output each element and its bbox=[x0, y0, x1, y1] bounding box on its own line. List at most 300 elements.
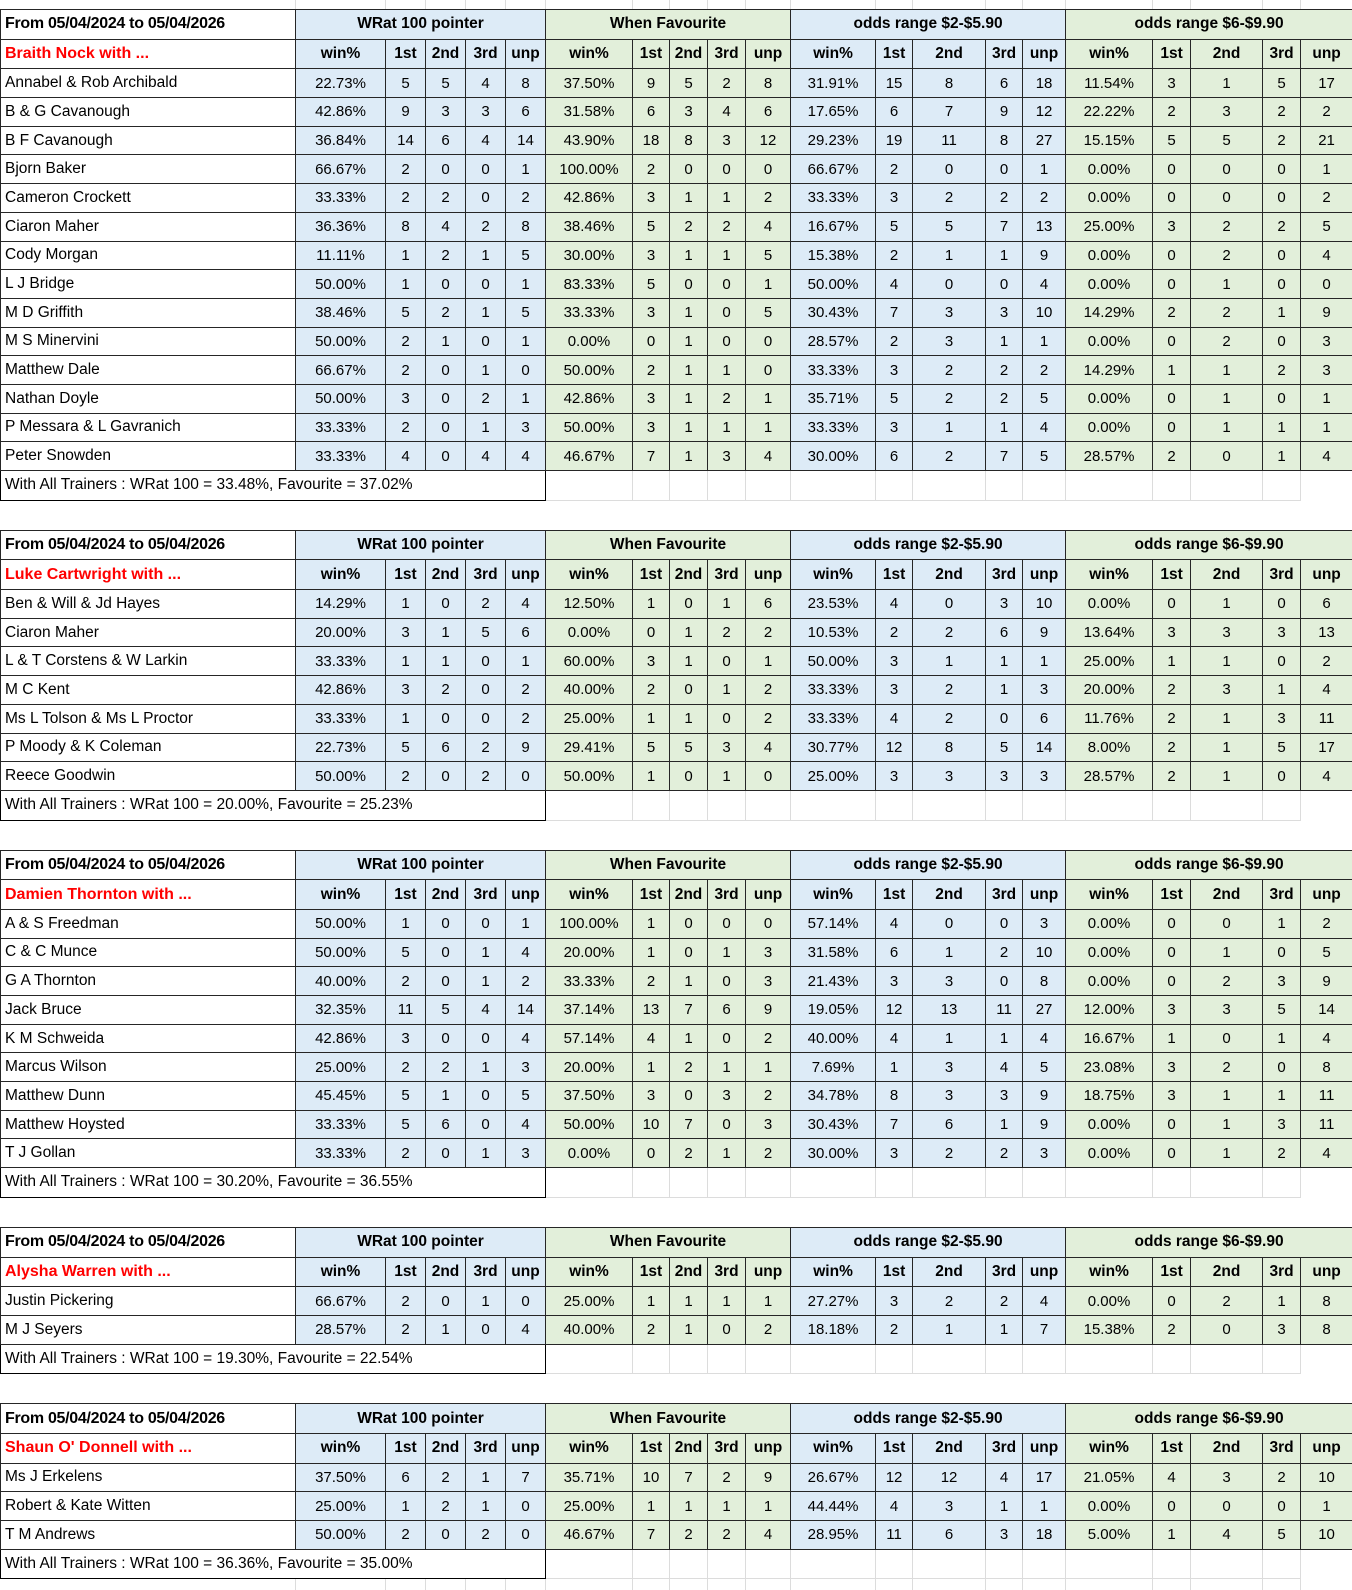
stat-header-cell[interactable]: 1st bbox=[633, 1433, 670, 1463]
stat-cell[interactable]: 0 bbox=[1263, 327, 1301, 356]
empty-grid-cell[interactable] bbox=[633, 1168, 670, 1198]
stat-cell[interactable]: 5 bbox=[633, 270, 670, 299]
stat-header-cell[interactable]: 3rd bbox=[466, 560, 506, 590]
stat-cell[interactable]: 11 bbox=[986, 996, 1023, 1025]
stat-header-cell[interactable]: 2nd bbox=[670, 560, 708, 590]
empty-grid-cell[interactable] bbox=[985, 0, 1022, 9]
win-pct-cell[interactable]: 18.18% bbox=[791, 1315, 876, 1344]
stat-cell[interactable]: 5 bbox=[426, 996, 466, 1025]
stat-cell[interactable]: 0 bbox=[466, 909, 506, 938]
stat-cell[interactable]: 3 bbox=[876, 1139, 913, 1168]
stat-cell[interactable]: 5 bbox=[386, 1082, 426, 1111]
stat-cell[interactable]: 2 bbox=[466, 212, 506, 241]
stat-cell[interactable]: 2 bbox=[913, 356, 986, 385]
stat-cell[interactable]: 2 bbox=[913, 442, 986, 471]
jockey-label-cell[interactable]: Luke Cartwright with ... bbox=[1, 560, 296, 590]
stat-cell[interactable]: 0 bbox=[426, 270, 466, 299]
stat-cell[interactable]: 2 bbox=[633, 356, 670, 385]
stat-cell[interactable]: 0 bbox=[426, 1521, 466, 1550]
stat-cell[interactable]: 1 bbox=[1191, 69, 1263, 98]
stat-cell[interactable]: 1 bbox=[466, 1139, 506, 1168]
stat-cell[interactable]: 0 bbox=[708, 155, 746, 184]
stat-cell[interactable]: 4 bbox=[1301, 676, 1352, 705]
stat-header-cell[interactable]: win% bbox=[546, 1433, 633, 1463]
empty-grid-cell[interactable] bbox=[633, 790, 670, 820]
stat-cell[interactable]: 1 bbox=[746, 413, 791, 442]
stat-header-cell[interactable]: 1st bbox=[386, 880, 426, 910]
stat-header-cell[interactable]: 2nd bbox=[426, 39, 466, 69]
stat-cell[interactable]: 6 bbox=[986, 618, 1023, 647]
win-pct-cell[interactable]: 20.00% bbox=[546, 1053, 633, 1082]
group-header-cell[interactable]: odds range $6-$9.90 bbox=[1066, 10, 1352, 40]
win-pct-cell[interactable]: 66.67% bbox=[296, 1287, 386, 1316]
stat-cell[interactable]: 1 bbox=[633, 909, 670, 938]
empty-grid-cell[interactable] bbox=[790, 0, 875, 9]
win-pct-cell[interactable]: 0.00% bbox=[1066, 155, 1153, 184]
win-pct-cell[interactable]: 42.86% bbox=[296, 98, 386, 127]
stat-cell[interactable]: 2 bbox=[913, 1287, 986, 1316]
group-header-cell[interactable]: WRat 100 pointer bbox=[296, 10, 546, 40]
stat-cell[interactable]: 2 bbox=[986, 184, 1023, 213]
trainer-cell[interactable]: M C Kent bbox=[1, 676, 296, 705]
stat-cell[interactable]: 19 bbox=[876, 126, 913, 155]
stat-cell[interactable]: 5 bbox=[1301, 212, 1352, 241]
stat-cell[interactable]: 0 bbox=[1191, 184, 1263, 213]
stat-cell[interactable]: 2 bbox=[913, 384, 986, 413]
stat-cell[interactable]: 2 bbox=[633, 967, 670, 996]
stat-cell[interactable]: 3 bbox=[1191, 996, 1263, 1025]
win-pct-cell[interactable]: 12.00% bbox=[1066, 996, 1153, 1025]
win-pct-cell[interactable]: 37.50% bbox=[296, 1463, 386, 1492]
stat-cell[interactable]: 0 bbox=[1191, 155, 1263, 184]
stat-cell[interactable]: 4 bbox=[426, 212, 466, 241]
stat-cell[interactable]: 0 bbox=[986, 155, 1023, 184]
stat-cell[interactable]: 5 bbox=[386, 1110, 426, 1139]
stat-cell[interactable]: 1 bbox=[746, 270, 791, 299]
stat-cell[interactable]: 6 bbox=[746, 590, 791, 619]
empty-grid-cell[interactable] bbox=[1263, 790, 1301, 820]
win-pct-cell[interactable]: 33.33% bbox=[791, 704, 876, 733]
stat-cell[interactable]: 13 bbox=[1301, 618, 1352, 647]
stat-cell[interactable]: 0 bbox=[913, 909, 986, 938]
stat-cell[interactable]: 2 bbox=[506, 967, 546, 996]
stat-cell[interactable]: 2 bbox=[670, 212, 708, 241]
empty-grid-cell[interactable] bbox=[670, 1549, 708, 1579]
empty-grid-cell[interactable] bbox=[632, 0, 669, 9]
stat-cell[interactable]: 2 bbox=[913, 1139, 986, 1168]
win-pct-cell[interactable]: 66.67% bbox=[296, 155, 386, 184]
stat-cell[interactable]: 1 bbox=[1263, 413, 1301, 442]
date-range-cell[interactable]: From 05/04/2024 to 05/04/2026 bbox=[1, 10, 296, 40]
stat-cell[interactable]: 3 bbox=[986, 298, 1023, 327]
stat-cell[interactable]: 13 bbox=[633, 996, 670, 1025]
stat-cell[interactable]: 5 bbox=[633, 212, 670, 241]
stat-header-cell[interactable]: 3rd bbox=[466, 1433, 506, 1463]
stat-cell[interactable]: 2 bbox=[633, 155, 670, 184]
win-pct-cell[interactable]: 23.08% bbox=[1066, 1053, 1153, 1082]
stat-cell[interactable]: 2 bbox=[386, 1287, 426, 1316]
stat-cell[interactable]: 2 bbox=[746, 1082, 791, 1111]
stat-cell[interactable]: 0 bbox=[466, 155, 506, 184]
stat-cell[interactable]: 2 bbox=[386, 1139, 426, 1168]
stat-cell[interactable]: 14 bbox=[506, 996, 546, 1025]
win-pct-cell[interactable]: 43.90% bbox=[546, 126, 633, 155]
stat-header-cell[interactable]: 2nd bbox=[913, 39, 986, 69]
stat-cell[interactable]: 2 bbox=[466, 762, 506, 791]
empty-grid-cell[interactable] bbox=[1023, 790, 1066, 820]
empty-grid-cell[interactable] bbox=[746, 1344, 791, 1374]
stat-cell[interactable]: 1 bbox=[1263, 1287, 1301, 1316]
stat-cell[interactable]: 1 bbox=[426, 327, 466, 356]
stat-cell[interactable]: 0 bbox=[1153, 1139, 1191, 1168]
stat-cell[interactable]: 5 bbox=[386, 733, 426, 762]
stat-cell[interactable]: 0 bbox=[506, 356, 546, 385]
stat-cell[interactable]: 5 bbox=[633, 733, 670, 762]
stat-cell[interactable]: 3 bbox=[1023, 676, 1066, 705]
stat-cell[interactable]: 3 bbox=[633, 413, 670, 442]
stat-cell[interactable]: 0 bbox=[633, 1139, 670, 1168]
stat-header-cell[interactable]: 2nd bbox=[1191, 1257, 1263, 1287]
stat-cell[interactable]: 4 bbox=[876, 704, 913, 733]
stat-cell[interactable]: 0 bbox=[1153, 270, 1191, 299]
stat-cell[interactable]: 2 bbox=[1263, 98, 1301, 127]
stat-cell[interactable]: 1 bbox=[708, 676, 746, 705]
win-pct-cell[interactable]: 0.00% bbox=[1066, 413, 1153, 442]
stat-cell[interactable]: 2 bbox=[1263, 356, 1301, 385]
win-pct-cell[interactable]: 14.29% bbox=[1066, 298, 1153, 327]
empty-grid-cell[interactable] bbox=[746, 471, 791, 501]
stat-cell[interactable]: 1 bbox=[1191, 647, 1263, 676]
stat-cell[interactable]: 1 bbox=[708, 356, 746, 385]
stat-header-cell[interactable]: 2nd bbox=[426, 880, 466, 910]
win-pct-cell[interactable]: 28.57% bbox=[296, 1315, 386, 1344]
stat-cell[interactable]: 2 bbox=[426, 1463, 466, 1492]
stat-cell[interactable]: 0 bbox=[426, 967, 466, 996]
stat-cell[interactable]: 0 bbox=[708, 327, 746, 356]
stat-cell[interactable]: 0 bbox=[670, 938, 708, 967]
stat-cell[interactable]: 1 bbox=[913, 413, 986, 442]
stat-cell[interactable]: 3 bbox=[1191, 618, 1263, 647]
stat-cell[interactable]: 5 bbox=[466, 618, 506, 647]
empty-grid-cell[interactable] bbox=[505, 0, 545, 9]
stat-cell[interactable]: 18 bbox=[1023, 69, 1066, 98]
group-header-cell[interactable]: When Favourite bbox=[546, 850, 791, 880]
stat-cell[interactable]: 3 bbox=[386, 618, 426, 647]
stat-header-cell[interactable]: win% bbox=[1066, 560, 1153, 590]
stat-cell[interactable]: 17 bbox=[1301, 733, 1352, 762]
stat-cell[interactable]: 0 bbox=[466, 1315, 506, 1344]
stat-cell[interactable]: 3 bbox=[1263, 1315, 1301, 1344]
stat-cell[interactable]: 8 bbox=[1301, 1287, 1352, 1316]
stat-cell[interactable]: 1 bbox=[466, 413, 506, 442]
stat-cell[interactable]: 3 bbox=[708, 126, 746, 155]
trainer-cell[interactable]: Matthew Dale bbox=[1, 356, 296, 385]
trainer-cell[interactable]: Cody Morgan bbox=[1, 241, 296, 270]
stat-cell[interactable]: 1 bbox=[1263, 298, 1301, 327]
win-pct-cell[interactable]: 20.00% bbox=[296, 618, 386, 647]
stat-cell[interactable]: 9 bbox=[986, 98, 1023, 127]
empty-grid-cell[interactable] bbox=[746, 1168, 791, 1198]
empty-grid-cell[interactable] bbox=[1023, 1344, 1066, 1374]
stat-header-cell[interactable]: unp bbox=[1023, 560, 1066, 590]
stat-cell[interactable]: 5 bbox=[506, 241, 546, 270]
win-pct-cell[interactable]: 33.33% bbox=[791, 184, 876, 213]
empty-grid-cell[interactable] bbox=[669, 0, 707, 9]
stat-cell[interactable]: 1 bbox=[708, 1139, 746, 1168]
stat-cell[interactable]: 5 bbox=[1263, 1521, 1301, 1550]
stat-header-cell[interactable]: unp bbox=[506, 880, 546, 910]
stat-cell[interactable]: 1 bbox=[1023, 155, 1066, 184]
stat-cell[interactable]: 3 bbox=[1023, 909, 1066, 938]
trainer-cell[interactable]: Bjorn Baker bbox=[1, 155, 296, 184]
win-pct-cell[interactable]: 27.27% bbox=[791, 1287, 876, 1316]
stat-cell[interactable]: 2 bbox=[633, 1315, 670, 1344]
stat-cell[interactable]: 7 bbox=[670, 1463, 708, 1492]
stat-cell[interactable]: 1 bbox=[1191, 413, 1263, 442]
stat-cell[interactable]: 6 bbox=[426, 1110, 466, 1139]
win-pct-cell[interactable]: 50.00% bbox=[546, 1110, 633, 1139]
stat-cell[interactable]: 1 bbox=[466, 938, 506, 967]
win-pct-cell[interactable]: 50.00% bbox=[296, 270, 386, 299]
stat-header-cell[interactable]: 2nd bbox=[670, 880, 708, 910]
jockey-label-cell[interactable]: Braith Nock with ... bbox=[1, 39, 296, 69]
stat-cell[interactable]: 0 bbox=[670, 1082, 708, 1111]
stat-header-cell[interactable]: unp bbox=[746, 1433, 791, 1463]
win-pct-cell[interactable]: 40.00% bbox=[546, 1315, 633, 1344]
win-pct-cell[interactable]: 36.84% bbox=[296, 126, 386, 155]
stat-header-cell[interactable]: 3rd bbox=[466, 1257, 506, 1287]
stat-cell[interactable]: 2 bbox=[386, 413, 426, 442]
stat-cell[interactable]: 0 bbox=[746, 155, 791, 184]
win-pct-cell[interactable]: 33.33% bbox=[296, 1139, 386, 1168]
stat-cell[interactable]: 2 bbox=[876, 327, 913, 356]
stat-cell[interactable]: 3 bbox=[746, 967, 791, 996]
stat-header-cell[interactable]: 3rd bbox=[708, 1433, 746, 1463]
footer-summary-cell[interactable]: With All Trainers : WRat 100 = 33.48%, Favourite = 37.02% bbox=[1, 471, 546, 501]
stat-cell[interactable]: 3 bbox=[633, 1082, 670, 1111]
stat-cell[interactable]: 10 bbox=[1301, 1463, 1352, 1492]
stat-cell[interactable]: 1 bbox=[386, 241, 426, 270]
stat-cell[interactable]: 2 bbox=[1301, 98, 1352, 127]
stat-cell[interactable]: 2 bbox=[708, 1521, 746, 1550]
stat-cell[interactable]: 1 bbox=[986, 1492, 1023, 1521]
win-pct-cell[interactable]: 44.44% bbox=[791, 1492, 876, 1521]
win-pct-cell[interactable]: 33.33% bbox=[296, 413, 386, 442]
stat-cell[interactable]: 0 bbox=[506, 1287, 546, 1316]
stat-header-cell[interactable]: 1st bbox=[876, 1433, 913, 1463]
stat-header-cell[interactable]: win% bbox=[1066, 1433, 1153, 1463]
stat-cell[interactable]: 2 bbox=[466, 590, 506, 619]
stat-cell[interactable]: 1 bbox=[1301, 413, 1352, 442]
win-pct-cell[interactable]: 32.35% bbox=[296, 996, 386, 1025]
stat-cell[interactable]: 1 bbox=[1153, 356, 1191, 385]
stat-cell[interactable]: 1 bbox=[466, 967, 506, 996]
empty-grid-cell[interactable] bbox=[295, 0, 385, 9]
empty-grid-cell[interactable] bbox=[1190, 1579, 1262, 1590]
trainer-cell[interactable]: Jack Bruce bbox=[1, 996, 296, 1025]
group-header-cell[interactable]: WRat 100 pointer bbox=[296, 850, 546, 880]
stat-cell[interactable]: 0 bbox=[633, 618, 670, 647]
empty-grid-cell[interactable] bbox=[1023, 1549, 1066, 1579]
stat-cell[interactable]: 3 bbox=[1263, 1110, 1301, 1139]
empty-grid-cell[interactable] bbox=[985, 1579, 1022, 1590]
stat-cell[interactable]: 8 bbox=[876, 1082, 913, 1111]
empty-grid-cell[interactable] bbox=[1262, 1579, 1300, 1590]
stat-cell[interactable]: 2 bbox=[426, 1053, 466, 1082]
win-pct-cell[interactable]: 16.67% bbox=[791, 212, 876, 241]
trainer-cell[interactable]: B & G Cavanough bbox=[1, 98, 296, 127]
stat-header-cell[interactable]: 2nd bbox=[670, 1433, 708, 1463]
win-pct-cell[interactable]: 40.00% bbox=[546, 676, 633, 705]
stat-header-cell[interactable]: win% bbox=[1066, 39, 1153, 69]
stat-cell[interactable]: 4 bbox=[386, 442, 426, 471]
win-pct-cell[interactable]: 57.14% bbox=[791, 909, 876, 938]
win-pct-cell[interactable]: 0.00% bbox=[546, 1139, 633, 1168]
stat-cell[interactable]: 0 bbox=[1153, 241, 1191, 270]
stat-cell[interactable]: 3 bbox=[1263, 967, 1301, 996]
stat-cell[interactable]: 8 bbox=[1023, 967, 1066, 996]
stat-cell[interactable]: 4 bbox=[1301, 241, 1352, 270]
stat-cell[interactable]: 27 bbox=[1023, 126, 1066, 155]
empty-grid-cell[interactable] bbox=[1022, 0, 1065, 9]
win-pct-cell[interactable]: 50.00% bbox=[296, 909, 386, 938]
win-pct-cell[interactable]: 10.53% bbox=[791, 618, 876, 647]
stat-cell[interactable]: 7 bbox=[670, 1110, 708, 1139]
stat-cell[interactable]: 2 bbox=[708, 1463, 746, 1492]
stat-cell[interactable]: 2 bbox=[1191, 967, 1263, 996]
stat-header-cell[interactable]: 3rd bbox=[1263, 39, 1301, 69]
win-pct-cell[interactable]: 15.38% bbox=[791, 241, 876, 270]
empty-grid-cell[interactable] bbox=[465, 1579, 505, 1590]
stat-cell[interactable]: 3 bbox=[1023, 1139, 1066, 1168]
stat-cell[interactable]: 0 bbox=[1191, 1024, 1263, 1053]
stat-header-cell[interactable]: unp bbox=[1301, 1433, 1352, 1463]
group-header-cell[interactable]: odds range $6-$9.90 bbox=[1066, 1404, 1352, 1434]
empty-grid-cell[interactable] bbox=[1300, 1579, 1352, 1590]
footer-summary-cell[interactable]: With All Trainers : WRat 100 = 20.00%, Favourite = 25.23% bbox=[1, 790, 546, 820]
stat-cell[interactable]: 4 bbox=[1301, 762, 1352, 791]
stat-cell[interactable]: 0 bbox=[670, 155, 708, 184]
trainer-cell[interactable]: L J Bridge bbox=[1, 270, 296, 299]
stat-cell[interactable]: 27 bbox=[1023, 996, 1066, 1025]
stat-cell[interactable]: 1 bbox=[746, 384, 791, 413]
trainer-cell[interactable]: Justin Pickering bbox=[1, 1287, 296, 1316]
stat-cell[interactable]: 5 bbox=[746, 241, 791, 270]
win-pct-cell[interactable]: 12.50% bbox=[546, 590, 633, 619]
win-pct-cell[interactable]: 38.46% bbox=[296, 298, 386, 327]
trainer-cell[interactable]: Ben & Will & Jd Hayes bbox=[1, 590, 296, 619]
stat-cell[interactable]: 0 bbox=[986, 704, 1023, 733]
stat-cell[interactable]: 2 bbox=[670, 1139, 708, 1168]
stat-cell[interactable]: 0 bbox=[1263, 384, 1301, 413]
empty-grid-cell[interactable] bbox=[913, 471, 986, 501]
stat-header-cell[interactable]: win% bbox=[296, 560, 386, 590]
win-pct-cell[interactable]: 50.00% bbox=[296, 327, 386, 356]
empty-grid-cell[interactable] bbox=[986, 1549, 1023, 1579]
stat-cell[interactable]: 6 bbox=[986, 69, 1023, 98]
stat-cell[interactable]: 1 bbox=[670, 413, 708, 442]
stat-header-cell[interactable]: 3rd bbox=[986, 1433, 1023, 1463]
stat-cell[interactable]: 4 bbox=[876, 909, 913, 938]
empty-grid-cell[interactable] bbox=[1191, 1344, 1263, 1374]
empty-grid-cell[interactable] bbox=[670, 790, 708, 820]
stat-cell[interactable]: 1 bbox=[913, 241, 986, 270]
empty-grid-cell[interactable] bbox=[791, 1549, 876, 1579]
stat-cell[interactable]: 3 bbox=[876, 413, 913, 442]
stat-cell[interactable]: 2 bbox=[746, 1024, 791, 1053]
stat-cell[interactable]: 3 bbox=[876, 1287, 913, 1316]
empty-grid-cell[interactable] bbox=[791, 1168, 876, 1198]
stat-cell[interactable]: 3 bbox=[1023, 762, 1066, 791]
stat-cell[interactable]: 0 bbox=[1153, 184, 1191, 213]
stat-cell[interactable]: 4 bbox=[1153, 1463, 1191, 1492]
group-header-cell[interactable]: WRat 100 pointer bbox=[296, 1404, 546, 1434]
empty-grid-cell[interactable] bbox=[545, 0, 632, 9]
stat-cell[interactable]: 1 bbox=[708, 762, 746, 791]
stat-cell[interactable]: 6 bbox=[506, 98, 546, 127]
stat-cell[interactable]: 3 bbox=[746, 1110, 791, 1139]
win-pct-cell[interactable]: 30.00% bbox=[546, 241, 633, 270]
empty-grid-cell[interactable] bbox=[1066, 1549, 1153, 1579]
stat-cell[interactable]: 0 bbox=[746, 356, 791, 385]
stat-cell[interactable]: 0 bbox=[1191, 1492, 1263, 1521]
win-pct-cell[interactable]: 33.33% bbox=[296, 647, 386, 676]
stat-header-cell[interactable]: 2nd bbox=[1191, 880, 1263, 910]
empty-grid-cell[interactable] bbox=[986, 1168, 1023, 1198]
stat-cell[interactable]: 1 bbox=[1153, 647, 1191, 676]
stat-cell[interactable]: 10 bbox=[1023, 590, 1066, 619]
stat-header-cell[interactable]: 2nd bbox=[913, 560, 986, 590]
stat-cell[interactable]: 17 bbox=[1023, 1463, 1066, 1492]
stat-cell[interactable]: 1 bbox=[426, 618, 466, 647]
stat-cell[interactable]: 1 bbox=[1191, 270, 1263, 299]
empty-grid-cell[interactable] bbox=[1022, 1579, 1065, 1590]
stat-cell[interactable]: 3 bbox=[913, 967, 986, 996]
win-pct-cell[interactable]: 23.53% bbox=[791, 590, 876, 619]
stat-cell[interactable]: 7 bbox=[986, 212, 1023, 241]
stat-cell[interactable]: 1 bbox=[746, 1287, 791, 1316]
empty-grid-cell[interactable] bbox=[791, 790, 876, 820]
stat-cell[interactable]: 0 bbox=[986, 909, 1023, 938]
stat-cell[interactable]: 3 bbox=[633, 298, 670, 327]
trainer-cell[interactable]: L & T Corstens & W Larkin bbox=[1, 647, 296, 676]
win-pct-cell[interactable]: 7.69% bbox=[791, 1053, 876, 1082]
win-pct-cell[interactable]: 15.38% bbox=[1066, 1315, 1153, 1344]
win-pct-cell[interactable]: 11.54% bbox=[1066, 69, 1153, 98]
stat-cell[interactable]: 2 bbox=[426, 676, 466, 705]
stat-header-cell[interactable]: win% bbox=[546, 880, 633, 910]
empty-grid-cell[interactable] bbox=[707, 1579, 745, 1590]
stat-cell[interactable]: 4 bbox=[466, 69, 506, 98]
group-header-cell[interactable]: WRat 100 pointer bbox=[296, 530, 546, 560]
stat-header-cell[interactable]: 3rd bbox=[708, 1257, 746, 1287]
group-header-cell[interactable]: odds range $2-$5.90 bbox=[791, 10, 1066, 40]
win-pct-cell[interactable]: 22.22% bbox=[1066, 98, 1153, 127]
stat-header-cell[interactable]: 1st bbox=[876, 1257, 913, 1287]
win-pct-cell[interactable]: 25.00% bbox=[1066, 212, 1153, 241]
win-pct-cell[interactable]: 30.43% bbox=[791, 1110, 876, 1139]
stat-cell[interactable]: 3 bbox=[986, 762, 1023, 791]
win-pct-cell[interactable]: 19.05% bbox=[791, 996, 876, 1025]
stat-cell[interactable]: 8 bbox=[913, 733, 986, 762]
stat-header-cell[interactable]: 2nd bbox=[1191, 560, 1263, 590]
empty-grid-cell[interactable] bbox=[670, 1344, 708, 1374]
stat-cell[interactable]: 0 bbox=[426, 590, 466, 619]
stat-header-cell[interactable]: unp bbox=[746, 560, 791, 590]
stat-cell[interactable]: 0 bbox=[466, 647, 506, 676]
stat-cell[interactable]: 5 bbox=[876, 212, 913, 241]
stat-cell[interactable]: 1 bbox=[670, 1315, 708, 1344]
